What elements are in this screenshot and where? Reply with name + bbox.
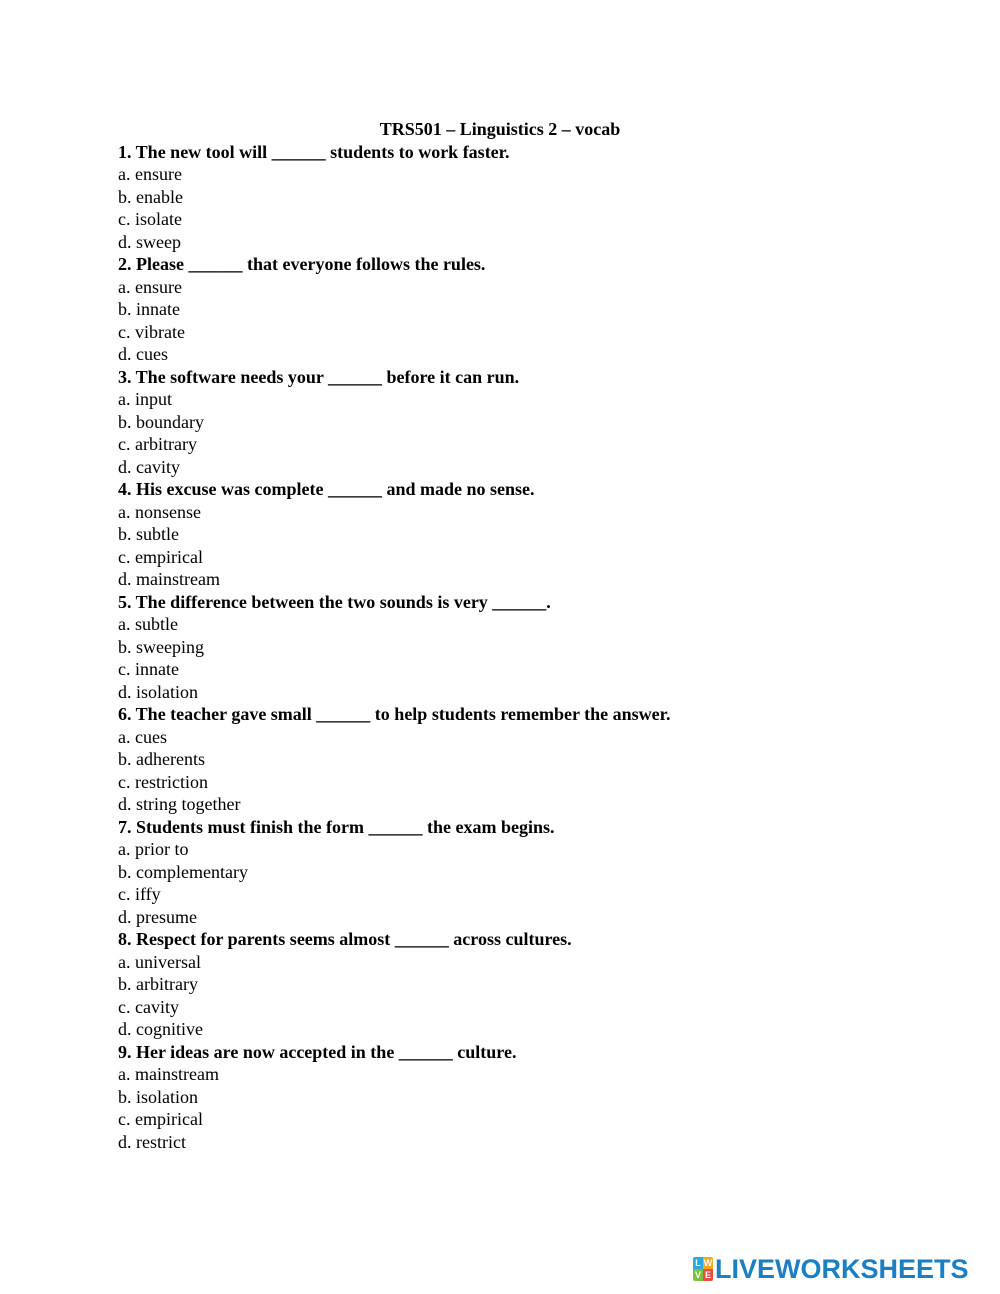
answer-option[interactable]: b. complementary (118, 861, 248, 882)
logo-mark-tile: V (694, 1270, 701, 1280)
answer-option[interactable]: c. empirical (118, 1109, 203, 1129)
answer-option[interactable]: c. iffy (118, 884, 161, 904)
answer-option[interactable]: d. sweep (118, 231, 181, 252)
logo-mark-tile: L (693, 1257, 703, 1269)
answer-option[interactable]: c. innate (118, 659, 179, 679)
answer-option[interactable]: d. cognitive (118, 1019, 203, 1039)
answer-option[interactable]: d. presume (118, 906, 197, 927)
answer-option[interactable]: b. arbitrary (118, 974, 198, 994)
answer-option[interactable]: c. restriction (118, 771, 208, 792)
answer-option[interactable]: b. sweeping (118, 636, 204, 657)
answer-option[interactable]: b. isolation (118, 1086, 198, 1107)
question-2: 2. Please ______ that everyone follows the rules. (118, 254, 486, 274)
question-9: 9. Her ideas are now accepted in the ______ culture. (118, 1041, 517, 1062)
answer-option[interactable]: c. isolate (118, 209, 182, 229)
answer-option[interactable]: c. cavity (118, 996, 179, 1017)
answer-option[interactable]: d. cues (118, 344, 168, 364)
question-6: 6. The teacher gave small ______ to help students remember the answer. (118, 704, 671, 724)
question-1: 1. The new tool will ______ students to work faster. (118, 141, 510, 162)
answer-option[interactable]: c. vibrate (118, 321, 185, 342)
answer-option[interactable]: a. prior to (118, 839, 189, 859)
answer-option[interactable]: a. cues (118, 726, 167, 747)
answer-option[interactable]: a. subtle (118, 614, 178, 634)
question-7: 7. Students must finish the form ______ the exam begins. (118, 816, 555, 837)
answer-option[interactable]: a. mainstream (118, 1064, 219, 1084)
answer-option[interactable]: c. empirical (118, 546, 203, 567)
answer-option[interactable]: d. string together (118, 794, 241, 814)
answer-option[interactable]: a. nonsense (118, 501, 201, 522)
answer-option[interactable]: a. ensure (118, 164, 182, 184)
question-8: 8. Respect for parents seems almost ______ across cultures. (118, 929, 572, 949)
answer-option[interactable]: d. cavity (118, 456, 180, 477)
worksheet-title: TRS501 – Linguistics 2 – vocab (379, 119, 621, 139)
answer-option[interactable]: a. ensure (118, 276, 182, 297)
answer-option[interactable]: d. restrict (118, 1131, 186, 1152)
answer-option[interactable]: b. boundary (118, 411, 204, 432)
answer-option[interactable]: b. innate (118, 299, 180, 319)
logo-text: LIVEWORKSHEETS (715, 1254, 969, 1284)
logo-mark-tile: E (704, 1270, 711, 1280)
question-4: 4. His excuse was complete ______ and made no sense. (118, 479, 535, 499)
answer-option[interactable]: d. isolation (118, 681, 198, 702)
answer-option[interactable]: d. mainstream (118, 569, 220, 589)
question-list (118, 141, 938, 1154)
question-3: 3. The software needs your ______ before it can run. (118, 366, 520, 387)
question-5: 5. The difference between the two sounds is very ______. (118, 591, 551, 612)
logo-mark-tile: W (703, 1258, 713, 1268)
liveworksheets-logo-mark (693, 1257, 713, 1281)
answer-option[interactable]: c. arbitrary (118, 434, 197, 454)
answer-option[interactable]: b. enable (118, 186, 183, 207)
liveworksheets-logo (693, 1253, 969, 1285)
answer-option[interactable]: a. input (118, 389, 172, 409)
answer-option[interactable]: a. universal (118, 951, 201, 972)
answer-option[interactable]: b. subtle (118, 524, 179, 544)
answer-option[interactable]: b. adherents (118, 749, 205, 769)
